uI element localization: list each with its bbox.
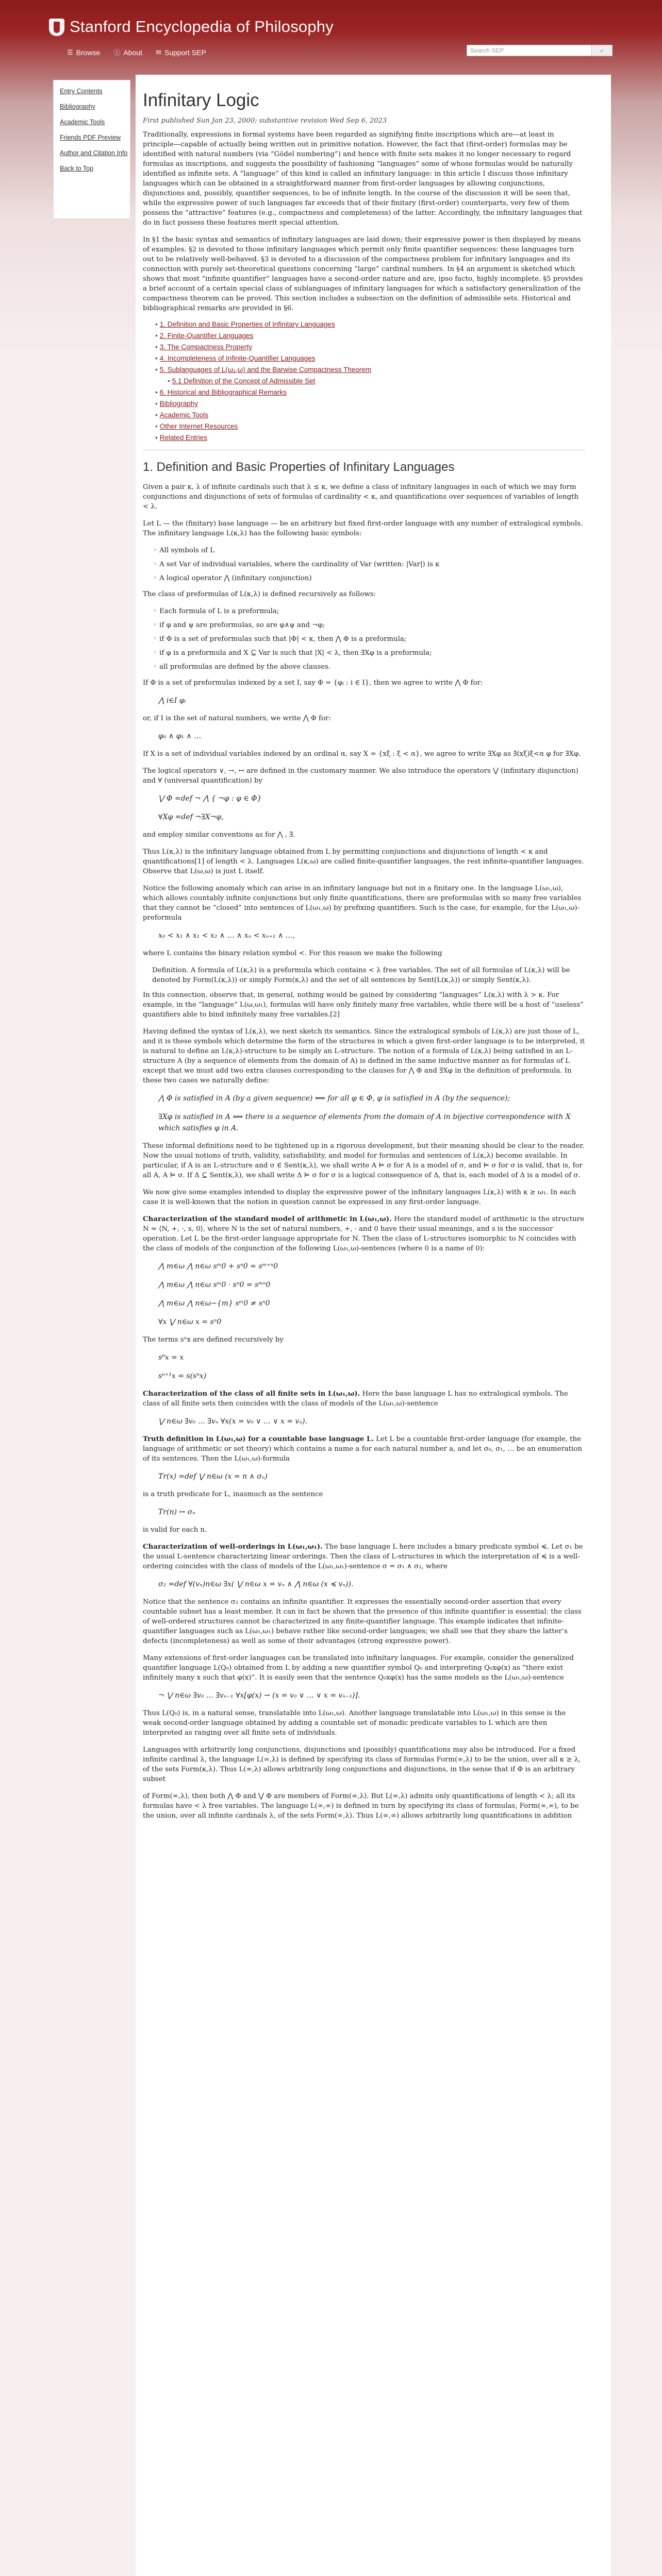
toc-link[interactable]: • 2. Finite-Quantifier Languages	[155, 332, 585, 340]
display-formula: Tr(n) ↔ σₙ	[158, 1508, 195, 1516]
basic-symbols-list	[153, 546, 585, 583]
toc-link[interactable]: • 5. Sublanguages of L(ω₁,ω) and the Barwise Compactness Theorem	[155, 366, 585, 374]
search-icon: ⌕	[600, 47, 604, 54]
body-paragraph: The logical operators ∨, →, ↔ are defined in the customary manner. We also introduce the operators ⋁ (infinitary disjunction) and ∀ (universal quantification) by	[143, 767, 578, 785]
body-paragraph: Thus L(κ,λ) is the infinitary language obtained from L by permitting conjunctions and disjunctions of length < κ and quantifications[1] of length < λ. Languages L(κ,ω) are called finite-quantifier languages, the rest infinite-quantifier languages. Observe that L(ω,ω) is just L itself.	[143, 848, 584, 875]
list-item: ◦ if φ is a preformula and X ⊆ Var is such that |X| < λ, then ∃Xφ is a preformula;	[153, 648, 585, 658]
support-icon: ✉	[155, 48, 161, 56]
example-body: Here the base language L has no extralogical symbols. The class of all finite sets then coincides with the class of models of the L(ω₁,ω)-sentence	[143, 1390, 568, 1408]
preformula-clauses-list	[153, 606, 585, 672]
nav-browse[interactable]	[67, 47, 100, 57]
display-formula: ∀Xφ =def ¬∃X¬φ,	[158, 813, 224, 821]
table-of-contents	[143, 320, 585, 442]
nav-about[interactable]	[113, 47, 142, 57]
info-icon: ⓘ	[113, 49, 121, 57]
article-main	[136, 75, 611, 2576]
list-item: ◦ All symbols of L	[153, 546, 585, 555]
list-item: ◦ if φ and ψ are preformulas, so are φ∧ψ and ¬φ;	[153, 620, 585, 630]
toc-link[interactable]: • 1. Definition and Basic Properties of Infinitary Languages	[155, 320, 585, 328]
page-title: Infinitary Logic	[143, 90, 259, 110]
site-header	[49, 0, 613, 62]
list-item: ◦ Each formula of L is a preformula;	[153, 606, 585, 616]
preamble-paragraph: Traditionally, expressions in formal systems have been regarded as signifying finite inscriptions which are—at least in principle—capable of actually being written out in primitive notation. However, the fact that (first-order) formulas may be identified with natural numbers (via “Gödel numbering”) and hence with finite sets makes it no longer necessary to regard formulas as inscriptions, and suggests the possibility of fashioning “languages” some of whose formulas would be naturally identified as infinite sets. A “language” of this kind is called an infinitary language: in this article I discuss those infinitary languages which can be obtained in a straightforward manner from first-order languages by allowing conjunctions, disjunctions and, possibly, quantifier sequences, to be of infinite length. In the course of the discussion it will be seen that, while the expressive power of such languages far exceeds that of their finitary (first-order) counterparts, very few of them possess the “attractive” features (e.g., compactness and completeness) of the latter. Accordingly, the infinitary languages that do in fact possess these features merit special attention.	[143, 131, 583, 227]
display-formula: Tr(x) =def ⋁ n∈ω (x = n ∧ σₙ)	[158, 1472, 268, 1481]
toc-link[interactable]: • Related Entries	[155, 434, 585, 442]
example-body: Let L be a countable first-order language (for example, the language of arithmetic or set theory) which contains a name a for each natural number a, and let σ₀, σ₁, … be an enumeration of its sentences. Then the L(ω₁,ω)-formula	[143, 1435, 582, 1463]
sep-logo-icon[interactable]	[49, 19, 64, 36]
body-paragraph: These informal definitions need to be tightened up in a rigorous development, but their meaning should be clear to the reader. Now the usual notions of truth, validity, satisfiability, and model for formulas and sentences of L(κ,λ) become available. In particular, if A is an L-structure and σ ∈ Sent(κ,λ), we shall write A ⊨ σ for A is a model of σ, and ⊨ σ for σ is valid, that is, for all A, A ⊨ σ. If Δ ⊆ Sent(κ,λ), we shall write Δ ⊨ σ for σ is a logical consequence of Δ, that is, each model of Δ is a model of σ.	[143, 1142, 585, 1179]
body-paragraph: The terms sⁿx are defined recursively by	[143, 1336, 284, 1344]
sidebar-link-citation-info[interactable]: Author and Citation Info	[60, 149, 128, 157]
body-paragraph: of Form(∞,λ), then both ⋀ Φ and ⋁ Φ are members of Form(∞,λ). But L(∞,λ) admits only quantifications of length < λ; all its formulas have < λ free variables. The language L(∞,∞) is defined in turn by specifying its class of formulas, Form(∞,∞), to be the union, over all infinite cardinals λ, of the sets Form(∞,λ). Thus L(∞,∞) allows arbitrarily long quantifications in addition	[143, 1792, 579, 1820]
nav-support[interactable]	[156, 47, 206, 57]
nav-about-label: About	[123, 48, 142, 57]
search-button[interactable]	[592, 45, 613, 56]
sidebar-link-entry-contents[interactable]: Entry Contents	[60, 88, 103, 95]
example-heading: Characterization of the class of all finite sets in L(ω₁,ω).	[143, 1390, 360, 1398]
example-heading: Characterization of the standard model of arithmetic in L(ω₁,ω).	[143, 1215, 392, 1223]
display-formula: ⋀ m∈ω ⋀ n∈ω−{m} sᵐ0 ≠ sⁿ0	[158, 1299, 270, 1308]
body-paragraph: If X is a set of individual variables indexed by an ordinal α, say X = {xξ : ξ < α}, we agree to write ∃Xφ as ∃(xξ)ξ<α φ for ∃Xφ.	[143, 750, 581, 758]
display-formula: ⋀ Φ is satisfied in A (by a given sequence) ⟺ for all φ ∈ Φ, φ is satisfied in A (by the sequence);	[158, 1094, 510, 1103]
display-formula: ∀x ⋁ n∈ω x = sⁿ0	[158, 1318, 222, 1326]
body-paragraph: Languages with arbitrarily long conjunctions, disjunctions and (possibly) quantifications may also be introduced. For a fixed infinite cardinal λ, the language L(∞,λ) is defined by specifying its class of formulas Form(∞,λ) to be the union, over all κ ≥ λ, of the sets Form(κ,λ). Thus L(∞,λ) allows arbitrarily long conjunctions and disjunctions, in the sense that if Φ is an arbitrary subset	[143, 1746, 581, 1783]
display-formula: φ₀ ∧ φ₁ ∧ …	[158, 732, 202, 740]
example-paragraph	[143, 1434, 585, 1464]
entry-sidebar	[53, 80, 130, 219]
toc-link[interactable]: • 5.1 Definition of the Concept of Admissible Set	[168, 377, 585, 385]
display-formula: ∃Xφ is satisfied in A ⟺ there is a sequence of elements from the domain of A in bijective correspondence with X which satisfies φ in A.	[158, 1113, 571, 1132]
display-formula: ⋁ Φ =def ¬ ⋀ { ¬φ : φ ∈ Φ}	[158, 794, 262, 803]
body-paragraph: Notice the following anomaly which can arise in an infinitary language but not in a finitary one. In the language L(ω₁,ω), which allows countably infinite conjunctions but only finite quantifications, there are preformulas with so many free variables that they cannot be “closed” into sentences of L(ω₁,ω) by prefixing quantifiers. Such is the case, for example, for the L(ω₁,ω)-preformula	[143, 885, 582, 922]
body-paragraph: Thus L(Q₀) is, in a natural sense, translatable into L(ω₁,ω). Another language translatable into L(ω₁,ω) in this sense is the weak second-order language obtained by adding a countable set of monadic predicate variables to L which are then interpreted as ranging over all finite sets of individuals.	[143, 1709, 566, 1737]
display-formula: ⋁ n∈ω ∃v₀ … ∃vₙ ∀x(x = v₀ ∨ … ∨ x = vₙ).	[158, 1417, 307, 1426]
toc-link[interactable]: • Academic Tools	[155, 411, 585, 419]
menu-icon: ☰	[67, 48, 73, 56]
section-heading: 1. Definition and Basic Properties of Infinitary Languages	[143, 460, 455, 474]
site-title[interactable]: Stanford Encyclopedia of Philosophy	[70, 18, 334, 36]
example-paragraph	[143, 1214, 585, 1253]
body-paragraph: and employ similar conventions as for ⋀ , ∃.	[143, 831, 295, 839]
display-formula: ¬ ⋁ n∈ω ∃v₀ … ∃vₙ₋₁ ∀x[φ(x) → (x = v₀ ∨ … ∨ x = vₙ₋₁)].	[158, 1691, 360, 1700]
sidebar-link-bibliography[interactable]: Bibliography	[60, 103, 95, 110]
toc-link[interactable]: • 3. The Compactness Property	[155, 343, 585, 351]
body-paragraph: The class of preformulas of L(κ,λ) is defined recursively as follows:	[143, 590, 376, 598]
example-body: Here the standard model of arithmetic is the structure N = ⟨N, +, ·, s, 0⟩, where N is the set of natural numbers, +, · and 0 have their usual meanings, and s is the successor operation. Let L be the first-order language appropriate for N. Then the class of L-structures isomorphic to N coincides with the class of models of the conjunction of the following L(ω₁,ω)-sentences (where 0 is a name of 0):	[143, 1215, 584, 1252]
display-formula: σ₂ =def ∀(vₙ)n∈ω ∃x( ⋁ n∈ω x = vₙ ∧ ⋀ n∈ω (x ≼ vₙ)).	[158, 1580, 354, 1588]
toc-link[interactable]: • 6. Historical and Bibliographical Remarks	[155, 388, 585, 396]
body-paragraph: is valid for each n.	[143, 1526, 207, 1534]
example-paragraph	[143, 1389, 585, 1409]
display-formula: sⁿ⁺¹x = s(sⁿx)	[158, 1372, 207, 1380]
display-formula: s⁰x = x	[158, 1353, 184, 1362]
preamble-paragraph: In §1 the basic syntax and semantics of infinitary languages are laid down; their expressive power is then displayed by means of examples. §2 is devoted to those infinitary languages which permit only finite quantifier sequences: these languages turn out to be relatively well-behaved. §3 is devoted to a discussion of the compactness problem for infinitary languages and its connection with purely set-theoretical questions concerning “large” cardinal numbers. In §4 an argument is sketched which shows that most “infinite quantifier” languages have a second-order nature and are, ipso facto, highly incomplete. §5 provides a brief account of a certain special class of sublanguages of infinitary languages for which a satisfactory generalization of the compactness theorem can be proved. This section includes a subsection on the definition of admissible sets. Historical and bibliographical remarks are provided in §6.	[143, 236, 583, 312]
example-body: The base language L here includes a binary predicate symbol ≼. Let σ₁ be the usual L-sentence characterizing linear orderings. Then the class of L-structures in which the interpretation of ≼ is a well-ordering coincides with the class of models of the L(ω₁,ω₁)-sentence σ = σ₁ ∧ σ₂, where	[143, 1543, 583, 1570]
example-paragraph	[143, 1542, 585, 1571]
sidebar-link-academic-tools[interactable]: Academic Tools	[60, 118, 105, 126]
body-paragraph: Given a pair κ, λ of infinite cardinals such that λ ≤ κ, we define a class of infinitary languages in each of which we may form conjunctions and disjunctions of sets of formulas of cardinality < κ, and quantifications over sequences of variables of length < λ.	[143, 483, 579, 511]
nav-support-label: Support SEP	[164, 48, 206, 57]
body-paragraph: or, if I is the set of natural numbers, we write ⋀ Φ for:	[143, 715, 331, 722]
example-heading: Characterization of well-orderings in L(ω₁,ω₁).	[143, 1543, 323, 1551]
sidebar-link-pdf-preview[interactable]: Friends PDF Preview	[60, 134, 121, 141]
display-formula: x₀ < x₁ ∧ x₁ < x₂ ∧ … ∧ xₙ < xₙ₊₁ ∧ …,	[158, 931, 295, 940]
body-paragraph: In this connection, observe that, in general, nothing would be gained by considering “languages” L(κ,λ) with λ > κ. For example, in the “language” L(ω,ω₁), formulas will have only finitely many free variables, while there will be a host of “useless” quantifiers able to bind infinitely many free variables.[2]	[143, 991, 584, 1019]
body-paragraph: Having defined the syntax of L(κ,λ), we next sketch its semantics. Since the extralogical symbols of L(κ,λ) are just those of L, and it is these symbols which determine the form of the structures in which a given first-order language is to be interpreted, it is natural to define an L(κ,λ)-structure to be simply an L-structure. The notion of a formula of L(κ,λ) being satisfied in an L-structure A (by a sequence of elements from the domain of A) is defined in the same inductive manner as for formulas of L except that we must add two extra clauses corresponding to the clauses for ⋀ Φ and ∃Xφ in the definition of preformula. In these two cases we naturally define:	[143, 1028, 585, 1084]
list-item: ◦ A set Var of individual variables, where the cardinality of Var (written: |Var|) is κ	[153, 560, 585, 569]
body-paragraph: If Φ is a set of preformulas indexed by a set I, say Φ = {φᵢ : i ∈ I}, then we agree to write ⋀ Φ for:	[143, 679, 483, 687]
display-formula: ⋀ m∈ω ⋀ n∈ω sᵐ0 + sⁿ0 = sᵐ⁺ⁿ0	[158, 1262, 278, 1270]
publication-info: First published Sun Jan 23, 2000; substantive revision Wed Sep 6, 2023	[143, 117, 387, 125]
list-item: ◦ if Φ is a set of preformulas such that |Φ| < κ, then ⋀ Φ is a preformula;	[153, 634, 585, 644]
display-formula: ⋀ m∈ω ⋀ n∈ω sᵐ0 · sⁿ0 = sᵐⁿ0	[158, 1281, 271, 1289]
main-nav	[67, 47, 206, 57]
list-item: ◦ all preformulas are defined by the above clauses.	[153, 662, 585, 672]
search-input[interactable]: Search SEP	[467, 45, 592, 56]
body-paragraph: Many extensions of first-order languages can be translated into infinitary languages. For example, consider the generalized quantifier language L(Q₀) obtained from L by adding a new quantifier symbol Q₀ and interpreting Q₀xφ(x) as “there exist infinitely many x such that φ(x)”. It is easily seen that the sentence Q₀xφ(x) has the same models as the L(ω₁,ω)-sentence	[143, 1654, 574, 1682]
body-paragraph: is a truth predicate for L, inasmuch as the sentence	[143, 1490, 323, 1498]
toc-link[interactable]: • Bibliography	[155, 400, 585, 408]
definition-block: Definition. A formula of L(κ,λ) is a preformula which contains < λ free variables. The set of all formulas of L(κ,λ) will be denoted by Form(L(κ,λ)) or simply Form(κ,λ) and the set of all sentences by Sent(L(κ,λ)) or simply Sent(κ,λ).	[152, 967, 570, 984]
body-paragraph: where L contains the binary relation symbol <. For this reason we make the following	[143, 950, 442, 957]
body-paragraph: Let L — the (finitary) base language — be an arbitrary but fixed first-order language with any number of extralogical symbols. The infinitary language L(κ,λ) has the following basic symbols:	[143, 520, 583, 537]
nav-browse-label: Browse	[76, 48, 101, 57]
example-heading: Truth definition in L(ω₁,ω) for a countable base language L.	[143, 1435, 374, 1443]
list-item: ◦ A logical operator ⋀ (infinitary conjunction)	[153, 573, 585, 583]
toc-link[interactable]: • 4. Incompleteness of Infinite-Quantifier Languages	[155, 354, 585, 362]
body-paragraph: We now give some examples intended to display the expressive power of the infinitary languages L(κ,λ) with κ ≥ ω₁. In each case it is well-known that the notion in question cannot be expressed in any first-order language.	[143, 1189, 576, 1206]
display-formula: ⋀ i∈I φᵢ	[158, 697, 186, 705]
toc-link[interactable]: • Other Internet Resources	[155, 422, 585, 430]
sidebar-link-back-to-top[interactable]: Back to Top	[60, 165, 94, 172]
body-paragraph: Notice that the sentence σ₂ contains an infinite quantifier. It expresses the essentially second-order assertion that every countable subset has a least member. It can in fact be shown that the presence of this infinite quantifier is essential: the class of well-ordered structures cannot be characterized in any finite-quantifier language. This example indicates that infinite-quantifier languages such as L(ω₁,ω₁) behave rather like second-order languages; we shall see that they share the latter’s defects (incompleteness) as well as some of their advantages (strong expressive power).	[143, 1598, 582, 1645]
